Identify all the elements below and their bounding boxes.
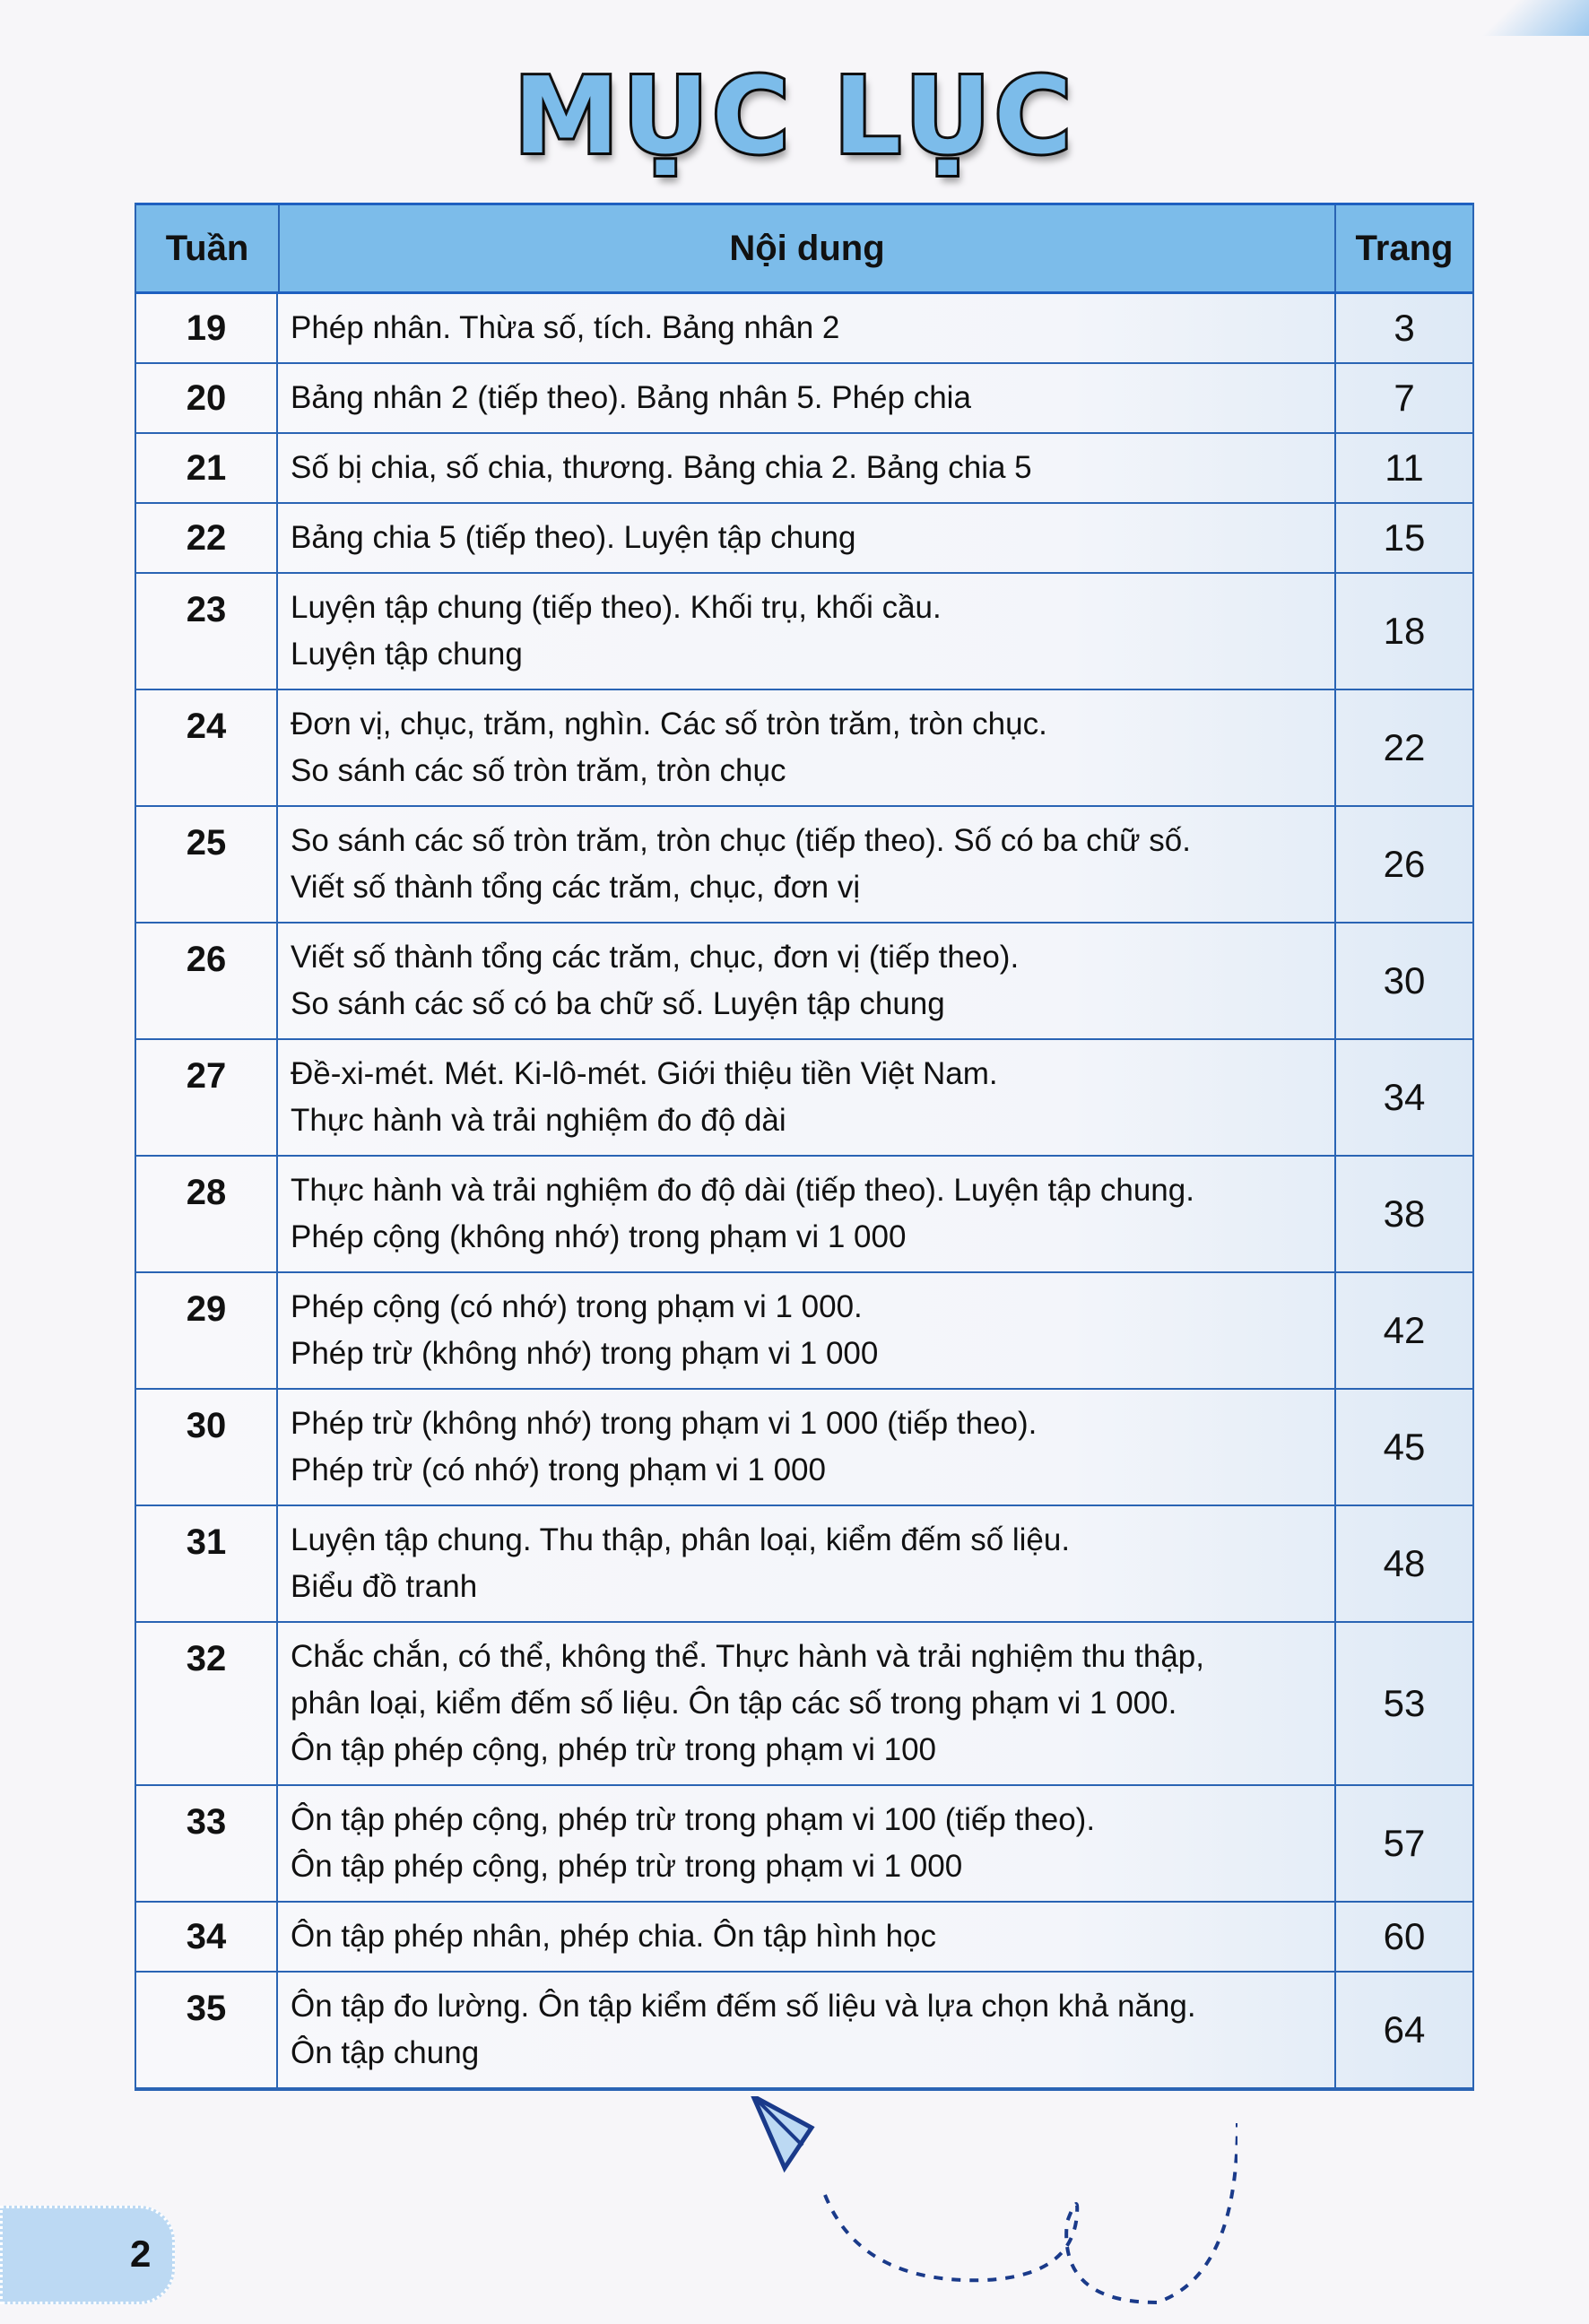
- content-cell: [278, 434, 1336, 502]
- week-cell: 20: [136, 364, 278, 432]
- content-line: So sánh các số tròn trăm, tròn chục (tiếp theo). Số có ba chữ số.: [291, 823, 1191, 858]
- content-line: Đề-xi-mét. Mét. Ki-lô-mét. Giới thiệu tiền Việt Nam.: [291, 1056, 998, 1091]
- table-row: [136, 504, 1472, 574]
- content-line: Phép trừ (không nhớ) trong phạm vi 1 000 (tiếp theo).: [291, 1406, 1038, 1441]
- content-line: Phép trừ (có nhớ) trong phạm vi 1 000: [291, 1452, 826, 1487]
- content-line: Thực hành và trải nghiệm đo độ dài (tiếp theo). Luyện tập chung.: [291, 1173, 1194, 1208]
- content-cell: [278, 924, 1336, 1038]
- table-row: [136, 1157, 1472, 1273]
- content-line: Luyện tập chung. Thu thập, phân loại, kiểm đếm số liệu.: [291, 1522, 1071, 1557]
- page-cell[interactable]: 57: [1383, 1822, 1426, 1864]
- page-title: MỤC LỤC: [513, 54, 1076, 178]
- page-number: 2: [130, 2233, 152, 2275]
- table-row: [136, 1390, 1472, 1506]
- page-cell[interactable]: 3: [1394, 307, 1415, 349]
- page-cell[interactable]: 18: [1383, 610, 1426, 652]
- header-content: Nội dung: [280, 205, 1336, 291]
- content-line: Thực hành và trải nghiệm đo độ dài: [291, 1103, 786, 1138]
- table-row: [136, 1973, 1472, 2089]
- table-row: [136, 1273, 1472, 1390]
- page-cell[interactable]: 15: [1383, 516, 1426, 559]
- week-cell: 32: [136, 1623, 278, 1784]
- content-line: Phép nhân. Thừa số, tích. Bảng nhân 2: [291, 310, 840, 345]
- table-row: [136, 1786, 1472, 1903]
- page-cell[interactable]: 11: [1385, 447, 1424, 489]
- week-cell: 28: [136, 1157, 278, 1271]
- week-cell: 22: [136, 504, 278, 572]
- header-page: Trang: [1355, 228, 1454, 268]
- table-row: [136, 574, 1472, 690]
- table-row: [136, 690, 1472, 807]
- table-row: [136, 434, 1472, 504]
- week-cell: 30: [136, 1390, 278, 1505]
- table-row: [136, 1903, 1472, 1973]
- page-cell[interactable]: 60: [1383, 1915, 1426, 1957]
- content-line: Ôn tập phép cộng, phép trừ trong phạm vi 100: [291, 1732, 937, 1767]
- page-cell[interactable]: 38: [1383, 1192, 1426, 1235]
- content-cell: [278, 1973, 1336, 2087]
- content-cell: [278, 1157, 1336, 1271]
- content-line: Luyện tập chung: [291, 637, 523, 672]
- content-cell: [278, 1786, 1336, 1901]
- content-line: Chắc chắn, có thể, không thể. Thực hành và trải nghiệm thu thập,: [291, 1639, 1204, 1674]
- paper-plane-icon: [735, 2096, 1237, 2311]
- content-line: Phép cộng (không nhớ) trong phạm vi 1 000: [291, 1219, 907, 1254]
- content-line: Phép cộng (có nhớ) trong phạm vi 1 000.: [291, 1289, 863, 1324]
- content-cell: [278, 1623, 1336, 1784]
- content-cell: [278, 807, 1336, 922]
- table-row: [136, 924, 1472, 1040]
- content-line: Ôn tập phép nhân, phép chia. Ôn tập hình học: [291, 1919, 936, 1954]
- content-line: So sánh các số tròn trăm, tròn chục: [291, 753, 786, 788]
- page-cell[interactable]: 26: [1383, 843, 1426, 885]
- week-cell: 21: [136, 434, 278, 502]
- page-cell[interactable]: 64: [1383, 2008, 1426, 2051]
- content-cell: [278, 1273, 1336, 1388]
- content-line: Viết số thành tổng các trăm, chục, đơn vị: [291, 870, 861, 905]
- content-line: phân loại, kiểm đếm số liệu. Ôn tập các số trong phạm vi 1 000.: [291, 1686, 1177, 1721]
- page-cell[interactable]: 45: [1383, 1426, 1426, 1468]
- week-cell: 24: [136, 690, 278, 805]
- table-header: [136, 203, 1472, 294]
- page-cell[interactable]: 48: [1383, 1542, 1426, 1584]
- content-cell: [278, 1506, 1336, 1621]
- content-cell: [278, 504, 1336, 572]
- table-row: [136, 294, 1472, 364]
- week-cell: 33: [136, 1786, 278, 1901]
- content-cell: [278, 1903, 1336, 1971]
- page-cell[interactable]: 53: [1383, 1682, 1426, 1724]
- page-cell[interactable]: 34: [1383, 1076, 1426, 1118]
- table-row: [136, 807, 1472, 924]
- week-cell: 23: [136, 574, 278, 689]
- header-week: Tuần: [136, 205, 280, 291]
- week-cell: 26: [136, 924, 278, 1038]
- week-cell: 34: [136, 1903, 278, 1971]
- contents-table: [135, 203, 1474, 2091]
- content-line: So sánh các số có ba chữ số. Luyện tập chung: [291, 986, 945, 1021]
- content-line: Bảng chia 5 (tiếp theo). Luyện tập chung: [291, 520, 856, 555]
- page-cell[interactable]: 30: [1383, 959, 1426, 1002]
- page-cell[interactable]: 7: [1394, 377, 1415, 419]
- content-line: Bảng nhân 2 (tiếp theo). Bảng nhân 5. Phép chia: [291, 380, 971, 415]
- content-cell: [278, 574, 1336, 689]
- table-row: [136, 1506, 1472, 1623]
- content-line: Ôn tập phép cộng, phép trừ trong phạm vi 100 (tiếp theo).: [291, 1802, 1096, 1837]
- content-line: Biểu đồ tranh: [291, 1569, 478, 1604]
- content-line: Đơn vị, chục, trăm, nghìn. Các số tròn trăm, tròn chục.: [291, 707, 1047, 741]
- content-line: Ôn tập chung: [291, 2035, 480, 2070]
- content-cell: [278, 690, 1336, 805]
- week-cell: 35: [136, 1973, 278, 2087]
- week-cell: 27: [136, 1040, 278, 1155]
- content-line: Phép trừ (không nhớ) trong phạm vi 1 000: [291, 1336, 879, 1371]
- corner-decoration: [1446, 0, 1589, 36]
- page-cell[interactable]: 22: [1383, 726, 1426, 768]
- content-cell: [278, 364, 1336, 432]
- content-cell: [278, 1040, 1336, 1155]
- content-line: Luyện tập chung (tiếp theo). Khối trụ, khối cầu.: [291, 590, 942, 625]
- content-line: Viết số thành tổng các trăm, chục, đơn vị (tiếp theo).: [291, 940, 1020, 975]
- content-line: Số bị chia, số chia, thương. Bảng chia 2. Bảng chia 5: [291, 450, 1032, 485]
- table-row: [136, 1623, 1472, 1786]
- table-row: [136, 364, 1472, 434]
- week-cell: 31: [136, 1506, 278, 1621]
- content-line: Ôn tập đo lường. Ôn tập kiểm đếm số liệu và lựa chọn khả năng.: [291, 1989, 1196, 2024]
- content-cell: [278, 1390, 1336, 1505]
- content-line: Ôn tập phép cộng, phép trừ trong phạm vi 1 000: [291, 1849, 963, 1884]
- week-cell: 25: [136, 807, 278, 922]
- content-cell: [278, 294, 1336, 362]
- week-cell: 19: [136, 294, 278, 362]
- table-row: [136, 1040, 1472, 1157]
- week-cell: 29: [136, 1273, 278, 1388]
- page-cell[interactable]: 42: [1383, 1309, 1426, 1351]
